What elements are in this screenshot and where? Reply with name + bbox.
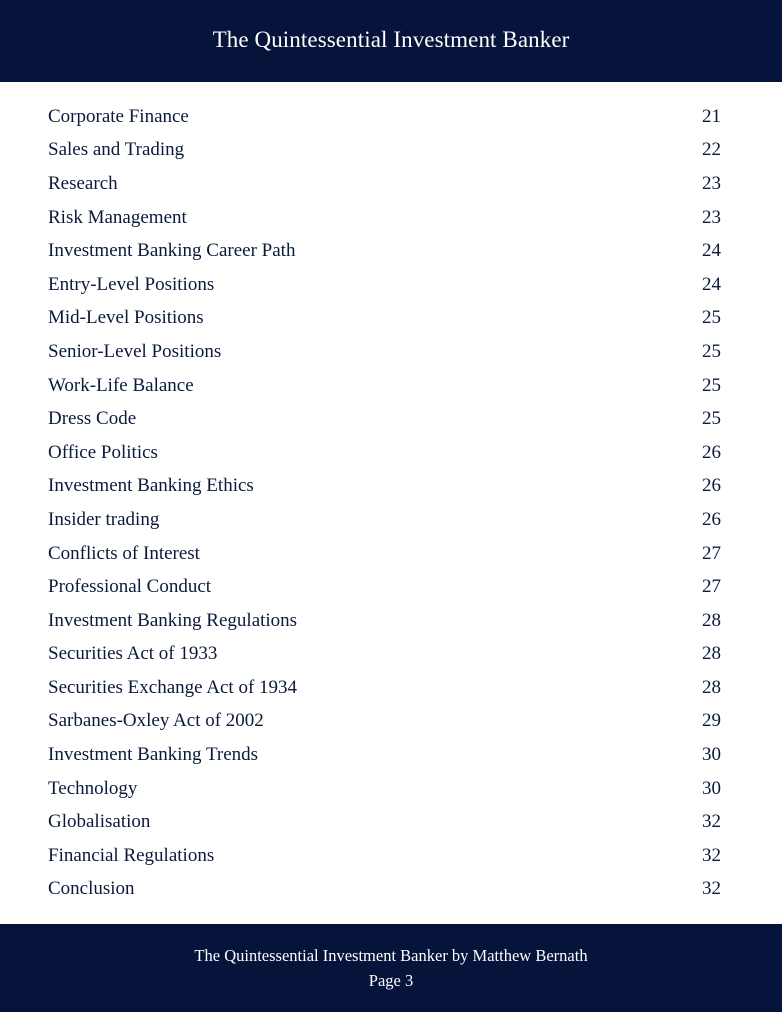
toc-entry-title: Financial Regulations bbox=[48, 844, 215, 866]
toc-entry[interactable] bbox=[48, 234, 721, 268]
toc-entry-title: Work-Life Balance bbox=[48, 374, 194, 396]
toc-entry-title: Dress Code bbox=[48, 408, 137, 430]
toc-entry-page: 26 bbox=[702, 441, 721, 463]
toc-entry-title: Corporate Finance bbox=[48, 105, 189, 127]
book-title: The Quintessential Investment Banker bbox=[212, 27, 570, 52]
toc-entry[interactable] bbox=[48, 201, 721, 235]
toc-entry[interactable] bbox=[48, 268, 721, 302]
toc-entry-page: 28 bbox=[702, 643, 721, 665]
toc-entry-title: Investment Banking Regulations bbox=[48, 609, 298, 631]
toc-entry-page: 26 bbox=[702, 475, 721, 497]
toc-entry-title: Office Politics bbox=[48, 441, 158, 463]
toc-entry-page: 22 bbox=[702, 139, 721, 161]
toc-entry-title: Globalisation bbox=[48, 811, 151, 833]
toc-entry[interactable] bbox=[48, 638, 721, 672]
toc-entry[interactable] bbox=[48, 705, 721, 739]
toc-entry-title: Research bbox=[48, 172, 118, 194]
toc-entry-page: 29 bbox=[702, 710, 721, 732]
toc-entry-page: 27 bbox=[702, 542, 721, 564]
toc-entry[interactable] bbox=[48, 738, 721, 772]
toc-entry-page: 32 bbox=[702, 844, 721, 866]
toc-entry[interactable] bbox=[48, 302, 721, 336]
toc-entry[interactable] bbox=[48, 402, 721, 436]
toc-entry[interactable] bbox=[48, 100, 721, 134]
toc-entry-page: 30 bbox=[702, 777, 721, 799]
toc-entry-page: 25 bbox=[702, 307, 721, 329]
toc-entry[interactable] bbox=[48, 335, 721, 369]
toc-entry-title: Technology bbox=[48, 777, 138, 799]
toc-entry[interactable] bbox=[48, 369, 721, 403]
page-number: Page 3 bbox=[368, 971, 414, 990]
toc-entry[interactable] bbox=[48, 604, 721, 638]
toc-entry-page: 25 bbox=[702, 408, 721, 430]
toc-entry-title: Sales and Trading bbox=[48, 139, 185, 161]
footer-credit: The Quintessential Investment Banker by Matthew Bernath bbox=[194, 946, 588, 965]
toc-entry-page: 23 bbox=[702, 206, 721, 228]
toc-entry[interactable] bbox=[48, 805, 721, 839]
toc-entry-title: Senior-Level Positions bbox=[48, 340, 222, 362]
toc-entry-title: Risk Management bbox=[48, 206, 187, 228]
toc-entry[interactable] bbox=[48, 470, 721, 504]
page-footer bbox=[0, 924, 782, 1012]
toc-entry[interactable] bbox=[48, 503, 721, 537]
toc-entry[interactable] bbox=[48, 772, 721, 806]
toc-entry-page: 25 bbox=[702, 374, 721, 396]
toc-entry-page: 24 bbox=[702, 273, 721, 295]
toc-entry-title: Professional Conduct bbox=[48, 576, 212, 598]
toc-entry-title: Conflicts of Interest bbox=[48, 542, 200, 564]
toc-entry[interactable] bbox=[48, 167, 721, 201]
toc-entry-page: 27 bbox=[702, 576, 721, 598]
toc-entry[interactable] bbox=[48, 839, 721, 873]
table-of-contents bbox=[48, 100, 721, 906]
toc-entry[interactable] bbox=[48, 671, 721, 705]
toc-entry-title: Investment Banking Trends bbox=[48, 744, 259, 766]
toc-entry-title: Conclusion bbox=[48, 878, 135, 900]
toc-entry-page: 23 bbox=[702, 172, 721, 194]
page-header bbox=[0, 0, 782, 82]
toc-entry-page: 26 bbox=[702, 508, 721, 530]
toc-entry[interactable] bbox=[48, 537, 721, 571]
toc-entry-title: Securities Act of 1933 bbox=[48, 643, 218, 665]
toc-entry-title: Entry-Level Positions bbox=[48, 273, 215, 295]
toc-entry-page: 28 bbox=[702, 609, 721, 631]
toc-entry-title: Investment Banking Career Path bbox=[48, 240, 296, 262]
toc-entry-page: 24 bbox=[702, 240, 721, 262]
toc-entry-page: 32 bbox=[702, 811, 721, 833]
toc-entry-page: 30 bbox=[702, 744, 721, 766]
toc-entry-title: Investment Banking Ethics bbox=[48, 475, 254, 497]
toc-entry-title: Mid-Level Positions bbox=[48, 307, 204, 329]
toc-entry[interactable] bbox=[48, 873, 721, 907]
toc-entry-page: 32 bbox=[702, 878, 721, 900]
toc-entry-title: Sarbanes-Oxley Act of 2002 bbox=[48, 710, 264, 732]
toc-entry-page: 28 bbox=[702, 676, 721, 698]
toc-entry-page: 21 bbox=[702, 105, 721, 127]
toc-entry-title: Insider trading bbox=[48, 508, 160, 530]
toc-entry[interactable] bbox=[48, 436, 721, 470]
toc-entry-title: Securities Exchange Act of 1934 bbox=[48, 676, 298, 698]
toc-entry[interactable] bbox=[48, 134, 721, 168]
toc-entry[interactable] bbox=[48, 570, 721, 604]
toc-entry-page: 25 bbox=[702, 340, 721, 362]
